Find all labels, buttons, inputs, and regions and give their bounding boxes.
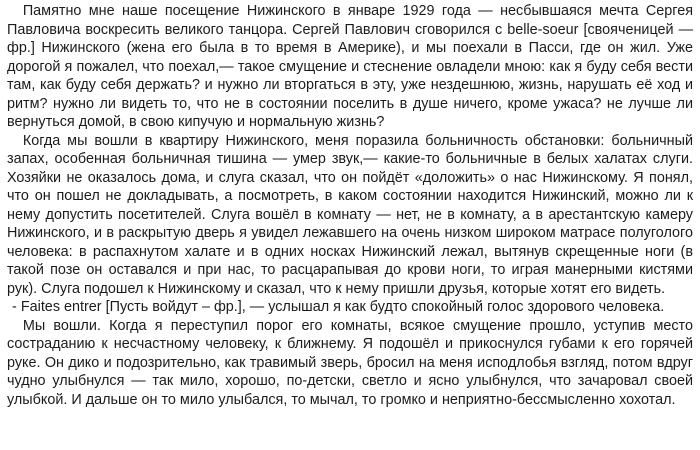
paragraph-entering-room: Мы вошли. Когда я переступил порог его комнаты, всякое смущение прошло, уступив место состраданию к несчастному человеку, к ближнему. Я подошёл и прикоснулся губами к его горячей руке. Он дико и подозрительно, как травимый зверь, бросил на меня исподлобья взгляд, потом вдруг чудно улыбнулся — так мило, хорошо, по-детски, светло и ясно улыбнулся, что зачаровал своей улыбкой. И дальше он то мило улыбался, то мычал, то громко и неприятно-бессмысленно хохотал. [7,317,693,408]
paragraph-dialogue: - Faites entrer [Пусть войдут – фр.], — услышал я как будто спокойный голос здорового человека. [12,299,665,315]
paragraph-visit-nijinsky: Памятно мне наше посещение Нижинского в январе 1929 года — несбывшаяся мечта Сергея Павловича воскресить великого танцора. Сергей Павлович сговорился с belle-soeur [свояченицей — фр.] Нижинского (жена его была в то время в Америке), и мы поехали в Пасси, где он жил. Уже дорогой я пожалел, что поехал,— такое смущение и стеснение овладели мною: как я буду себя вести там, как буду себя держать? и нужно ли вторгаться в эту, уже нездешнюю, жизнь, нарушать её ход и ритм? нужно ли видеть то, что не в состоянии поселить в душе ничего, кроме ужаса? не лучше ли вернуться домой, в свою кипучую и нормальную жизнь? [7,3,693,130]
paragraph-apartment: Когда мы вошли в квартиру Нижинского, меня поразила больничность обстановки: больничный запах, особенная больничная тишина — умер звук,— какие-то больничные в белых халатах слуги. Хозяйки не оказалось дома, и слуга сказал, что он пойдёт «доложить» о нас Нижинскому. Я понял, что он пошел не докладывать, а посмотреть, в каком состоянии находится Нижинский, можно ли к нему допустить посетителей. Слуга вошёл в комнату — нет, не в комнату, а в арестантскую камеру Нижинского, и в раскрытую дверь я увидел лежавшего на очень низком широком матрасе полуголого человека: в распахнутом халате и в одних носках Нижинский лежал, вытянув скрещенные ноги (в такой позе он оставался и при нас, то расцарапывая до крови ноги, то играя манерными кистями рук). Слуга подошел к Нижинскому и сказал, что к нему пришли друзья, которые хотят его видеть. [7,132,693,297]
